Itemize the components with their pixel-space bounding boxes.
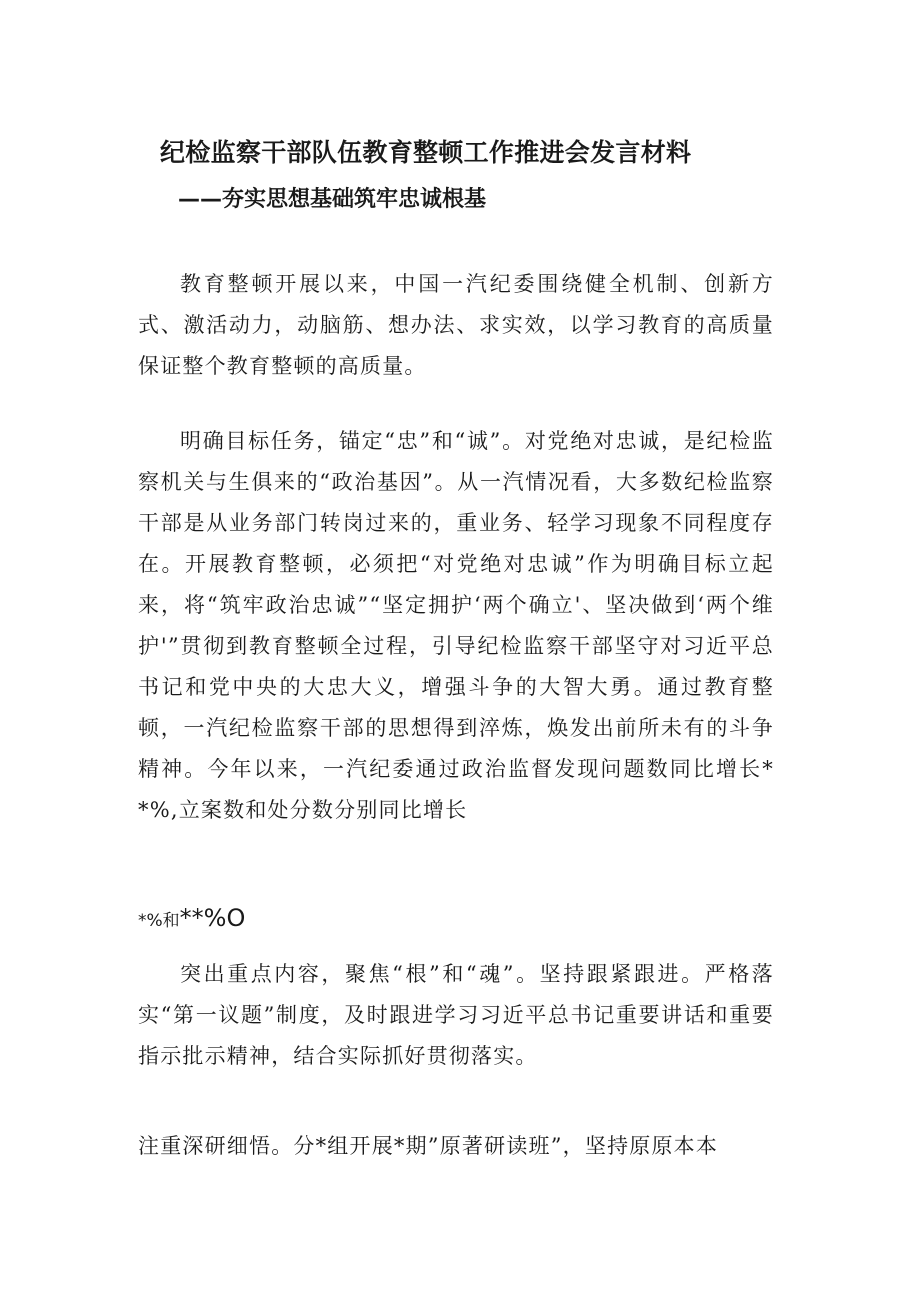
paragraph-study: 注重深研细悟。分*组开展*期”原著研读班”，坚持原原本本 bbox=[138, 1134, 719, 1158]
paragraph-goals: 明确目标任务，锚定“忠”和“诚”。对党绝对忠诚，是纪检监察机关与生俱来的“政治基因”。从一汽情况看，大多数纪检监察干部是从业务部门转岗过来的，重业务、轻学习现象不同程度存在。开展教育整顿，必须把“对党绝对忠诚”作为明确目标立起来，将“筑牢政治忠诚”“坚定拥护‘两个确立'、坚决做到‘两个维护'”贯彻到教育整顿全过程，引导纪检监察干部坚守对习近平总书记和党中央的大忠大义，增强斗争的大智大勇。通过教育整顿，一汽纪检监察干部的思想得到淬炼，焕发出前所未有的斗争精神。今年以来，一汽纪委通过政治监督发现问题数同比增长**%,立案数和处分数分别同比增长 bbox=[138, 429, 774, 822]
paragraph-focus: 突出重点内容，聚焦“根”和“魂”。坚持跟紧跟进。严格落实“第一议题”制度，及时跟进学习习近平总书记重要讲话和重要指示批示精神，结合实际抓好贯彻落实。 bbox=[138, 962, 774, 1068]
paragraph-goals-tail bbox=[138, 898, 245, 941]
document-title: 纪检监察干部队伍教育整顿工作推进会发言材料 bbox=[160, 138, 692, 167]
paragraph-goals-tail-small: *%和 bbox=[138, 911, 180, 931]
document-subtitle: ——夯实思想基础筑牢忠诚根基 bbox=[178, 187, 487, 212]
paragraph-intro: 教育整顿开展以来，中国一汽纪委围绕健全机制、创新方式、激活动力，动脑筋、想办法、求实效，以学习教育的高质量保证整个教育整顿的高质量。 bbox=[138, 272, 774, 378]
paragraph-goals-tail-large: **%O bbox=[179, 904, 246, 932]
